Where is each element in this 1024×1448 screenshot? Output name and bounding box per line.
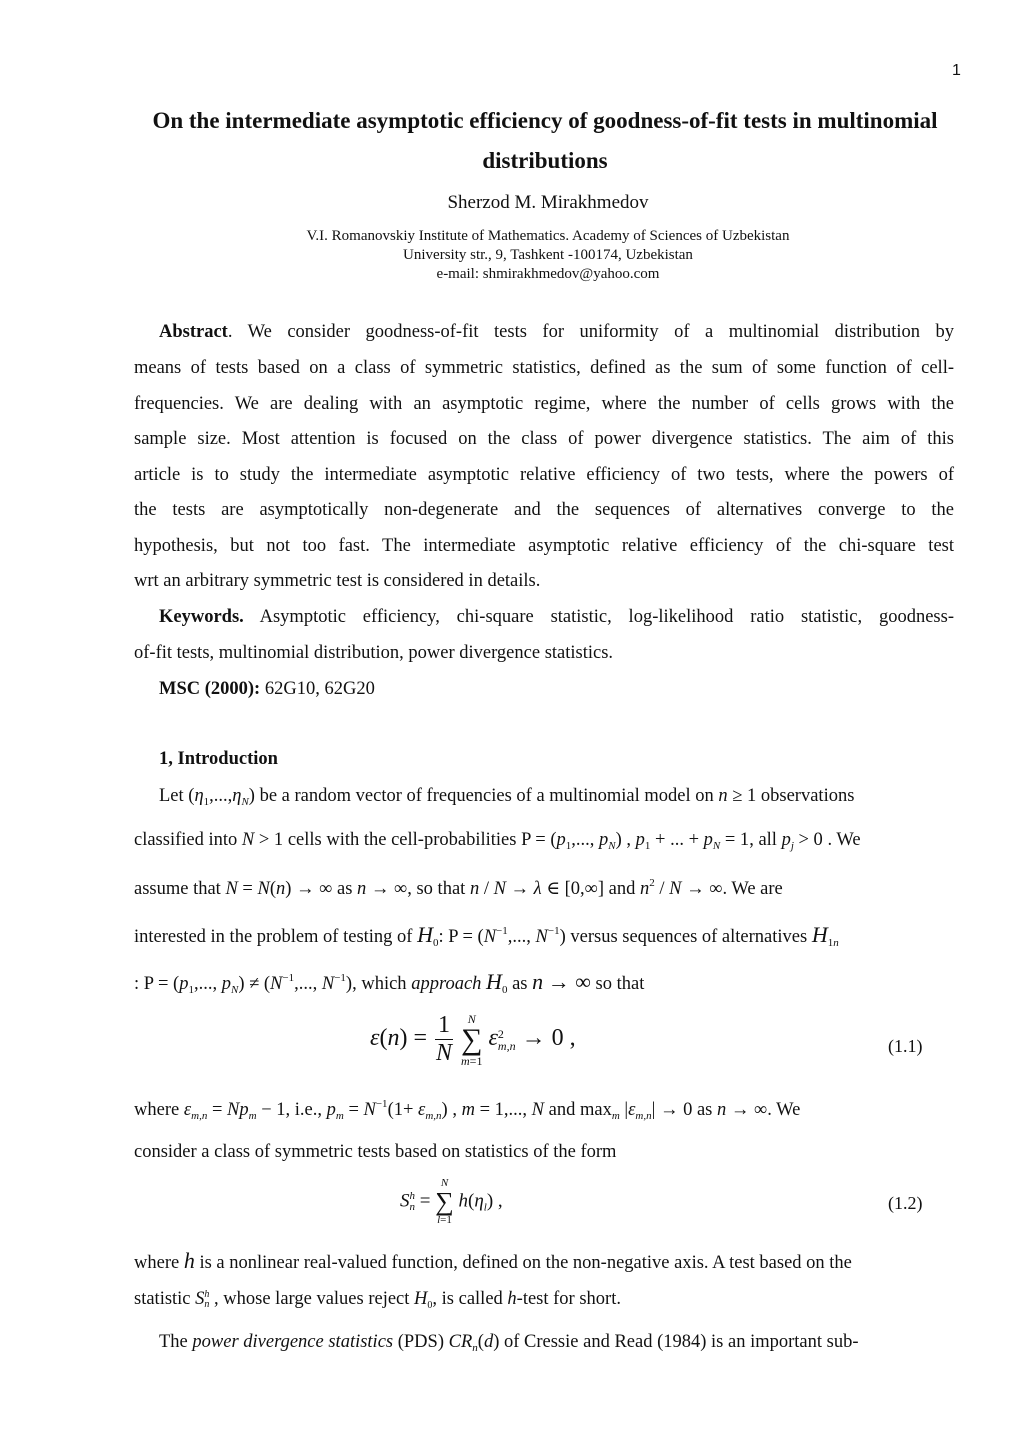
paper-title-line2: distributions <box>482 148 608 173</box>
equation-1-2-label: (1.2) <box>888 1193 923 1213</box>
intro-line-7: consider a class of symmetric tests based on statistics of the form <box>134 1142 617 1162</box>
equation-1-1-label: (1.1) <box>888 1036 923 1056</box>
abstract-line-1: Abstract. We consider goodness-of-fit tests for uniformity of a multinomial distribution by <box>159 322 954 342</box>
page-number: 1 <box>952 62 961 79</box>
keywords-line-2: of-fit tests, multinomial distribution, power divergence statistics. <box>134 643 614 663</box>
intro-line-3: assume that N = N(n) → ∞ as n → ∞, so that n / N → λ ∈ [0,∞] and $n^2$ / N → ∞. We are <box>134 877 783 899</box>
abstract-label: Abstract <box>159 322 228 342</box>
intro-line-4: interested in the problem of testing of $H_0$: $P = (N^{-1}$,..., $N^{-1}$) versus sequences of alternatives $H_{1n}$ <box>134 922 839 949</box>
section-heading: 1, Introduction <box>159 749 278 769</box>
equation-1-2: S h n = N ∑ l=1 $h(\eta_l)$ , <box>400 1177 503 1226</box>
equation-1-1: ε(n) = $\frac{1}{N}$ N ∑ m=1 ε 2 m,n → 0 , <box>370 1011 576 1068</box>
affiliation-email: e-mail: shmirakhmedov@yahoo.com <box>436 266 660 282</box>
abstract-line-7: hypothesis, but not too fast. The intermediate asymptotic relative efficiency of the chi-square test <box>134 536 954 556</box>
intro-line-5: : $P = (p_1$,..., $p_N) \ne (N^{-1}$,..., $N^{-1}$), which approach $H_0$ as n → ∞ so that <box>134 969 645 996</box>
intro-line-9: statistic S h n , whose large values reject $H_0$, is called h-test for short. <box>134 1288 621 1311</box>
msc-label: MSC (2000): <box>159 679 261 699</box>
intro-line-10: The power divergence statistics (PDS) $CR_n(d)$ of Cressie and Read (1984) is an important sub- <box>159 1332 859 1354</box>
intro-line-8: where h is a nonlinear real-valued function, defined on the non-negative axis. A test based on the <box>134 1248 852 1273</box>
keywords-line-1: Keywords. Asymptotic efficiency, chi-square statistic, log-likelihood ratio statistic, goodness- <box>159 607 954 627</box>
paper-title-line1: On the intermediate asymptotic efficiency of goodness-of-fit tests in multinomial <box>152 108 938 133</box>
intro-line-6: where $\varepsilon_{m,n} = Np_m - 1$, i.e., $p_m = N^{-1}(1+ \varepsilon_{m,n})$ , m = 1,..., N and $\max_m |\varepsilon_{m,n}| \to 0$ as n → ∞. We <box>134 1098 801 1122</box>
abstract-line-5: article is to study the intermediate asymptotic relative efficiency of two tests, where the powers of <box>134 465 954 485</box>
abstract-line-6: the tests are asymptotically non-degenerate and the sequences of alternatives converge to the <box>134 500 954 520</box>
author: Sherzod M. Mirakhmedov <box>447 192 649 213</box>
keywords-label: Keywords. <box>159 607 244 627</box>
abstract-line-2: means of tests based on a class of symmetric statistics, defined as the sum of some function of cell- <box>134 358 954 378</box>
intro-line-1: Let $(\eta_1,...,\eta_N)$ be a random vector of frequencies of a multinomial model on n ≥ 1 observations <box>159 786 855 808</box>
abstract-line-4: sample size. Most attention is focused on the class of power divergence statistics. The aim of this <box>134 429 954 449</box>
msc-line: MSC (2000): 62G10, 62G20 <box>159 679 375 699</box>
affiliation-institute: V.I. Romanovskiy Institute of Mathematics. Academy of Sciences of Uzbekistan <box>306 228 790 244</box>
intro-line-2: classified into N > 1 cells with the cell-probabilities $P = (p_1$,..., $p_N$) , $p_1$ + ... + $p_N = 1$, all $p_j > 0$ . We <box>134 830 861 852</box>
abstract-line-3: frequencies. We are dealing with an asymptotic regime, where the number of cells grows with the <box>134 394 954 414</box>
abstract-line-8: wrt an arbitrary symmetric test is considered in details. <box>134 571 541 591</box>
affiliation-address: University str., 9, Tashkent -100174, Uzbekistan <box>403 247 693 263</box>
